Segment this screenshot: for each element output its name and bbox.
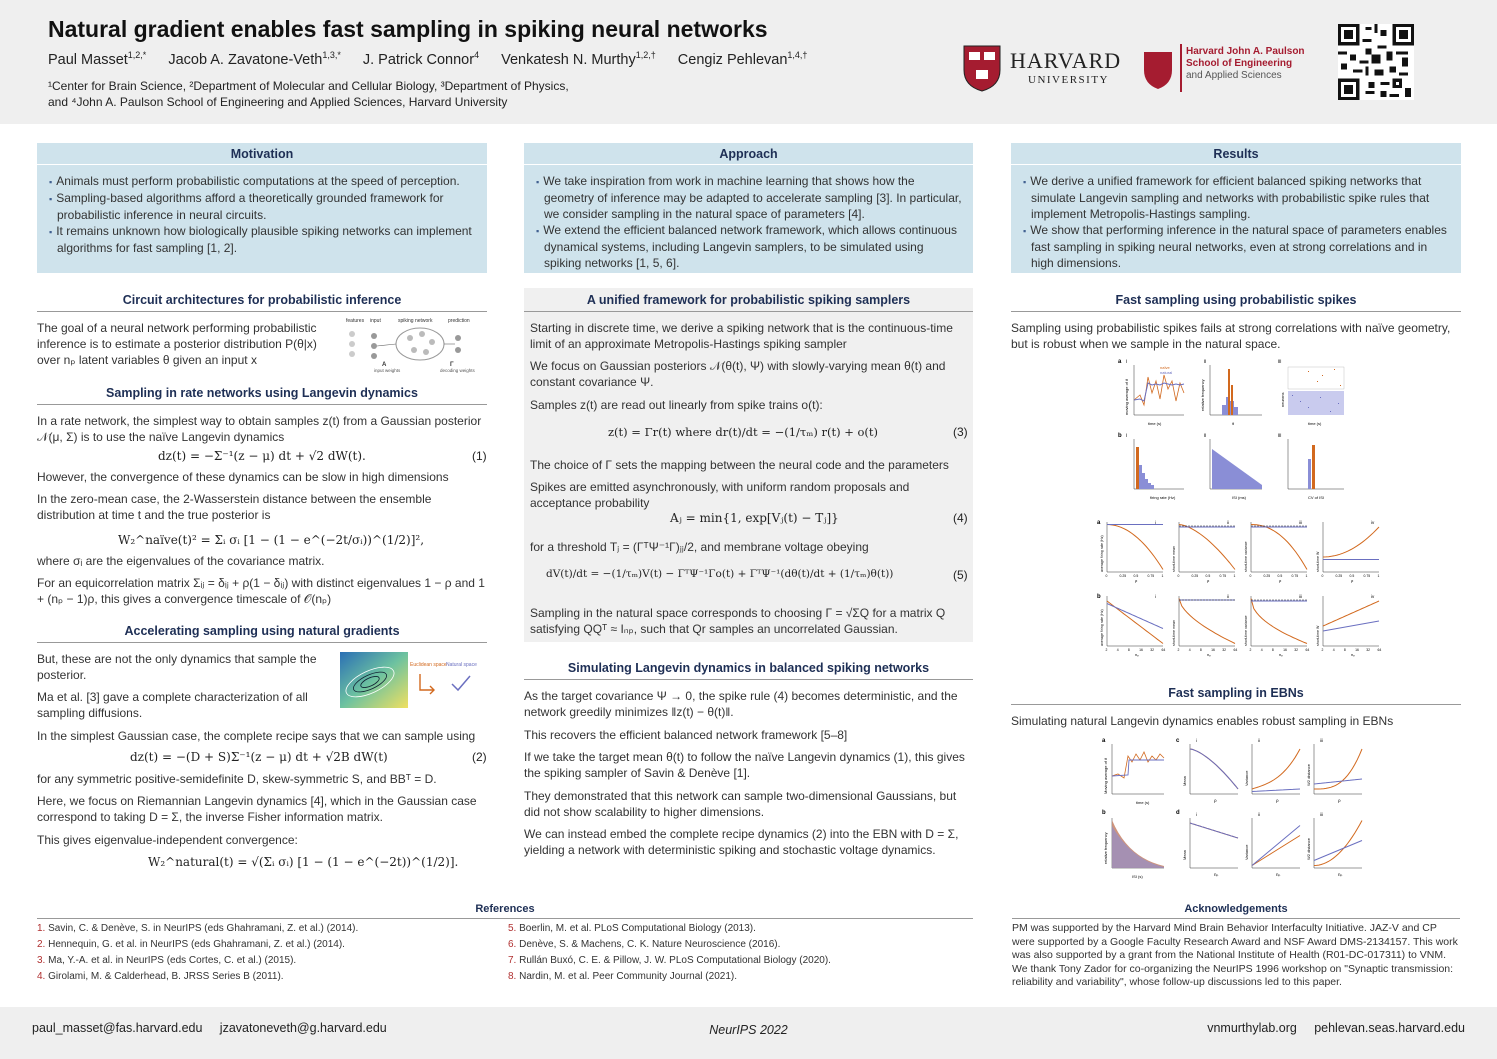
svg-text:input: input xyxy=(370,318,381,324)
harvard-subtitle: UNIVERSITY xyxy=(1028,74,1109,86)
svg-text:W2 distance: W2 distance xyxy=(1306,763,1311,786)
equation-number: (2) xyxy=(472,750,487,764)
svg-text:2: 2 xyxy=(1249,648,1252,652)
svg-text:iii: iii xyxy=(1278,433,1282,439)
equation-w-naive: W₂^naïve(t)² = Σᵢ σᵢ [1 − (1 − e^(−2t/σᵢ))^(1/2)]², xyxy=(118,533,425,547)
svg-text:prediction: prediction xyxy=(448,318,470,324)
list-item: ▪ Sampling-based algorithms afford a theoretically grounded framework for probabilistic inference in neural circuits. xyxy=(47,190,477,223)
rate-section-title: Sampling in rate networks using Langevin dynamics xyxy=(37,386,487,405)
motivation-list xyxy=(37,165,487,256)
author: Cengiz Pehlevan$^{1,4,\dagger}$ xyxy=(677,50,808,68)
svg-text:neurons: neurons xyxy=(1280,392,1285,407)
svg-text:iii: iii xyxy=(1320,812,1323,817)
svg-text:a: a xyxy=(1097,520,1101,526)
svg-text:Moving average of θ: Moving average of θ xyxy=(1103,757,1108,794)
svg-text:0.75: 0.75 xyxy=(1147,574,1155,578)
list-item: ▪ We extend the efficient balanced network framework, which allows continuous dynamical systems, including Langevin samplers, to be simulated using spiking networks [1, 5, 6]. xyxy=(534,222,963,271)
fast-section-title: Fast sampling using probabilistic spikes xyxy=(1011,293,1461,312)
harvard-shield-icon xyxy=(962,44,1002,92)
equation-1: dz(t) = −Σ⁻¹(z − μ) dt + √2 dW(t). xyxy=(158,449,366,463)
svg-text:0.5: 0.5 xyxy=(1349,574,1355,578)
svg-text:relative frequency: relative frequency xyxy=(1103,832,1108,864)
svg-text:64: 64 xyxy=(1305,648,1310,652)
reference-item[interactable]: 6. Denève, S. & Machens, C. K. Nature Neuroscience (2016). xyxy=(508,939,781,950)
panel-b-ii xyxy=(1210,439,1262,500)
svg-text:0.75: 0.75 xyxy=(1219,574,1227,578)
svg-text:ii: ii xyxy=(1227,520,1229,525)
svg-text:b: b xyxy=(1118,433,1122,439)
affiliation-line: ¹Center for Brain Science, ²Department of Molecular and Cellular Biology, ³Department of Physics, xyxy=(48,79,569,93)
svg-text:i: i xyxy=(1126,433,1128,439)
svg-text:A: A xyxy=(382,362,387,368)
svg-text:16: 16 xyxy=(1283,648,1287,652)
svg-text:short-time W: short-time W xyxy=(1316,551,1320,572)
references-list-right xyxy=(508,921,968,985)
rate-paragraph: where σᵢ are the eigenvalues of the covariance matrix. xyxy=(37,554,325,568)
accel-paragraph: In the simplest Gaussian case, the complete recipe says that we can sample using xyxy=(37,729,476,743)
author: Venkatesh N. Murthy$^{1,2,\dagger}$ xyxy=(501,50,656,68)
ebn-section-title: Fast sampling in EBNs xyxy=(1011,686,1461,705)
harvard-wordmark: HARVARD xyxy=(1010,48,1122,73)
results-title: Results xyxy=(1011,143,1461,165)
svg-text:i: i xyxy=(1155,520,1156,525)
ebn-panel-b xyxy=(1103,818,1164,879)
svg-text:nₚ: nₚ xyxy=(1214,872,1219,877)
references-title: References xyxy=(37,903,973,919)
svg-text:0: 0 xyxy=(1105,574,1108,578)
panel-a-ii xyxy=(1200,365,1262,426)
svg-text:16: 16 xyxy=(1139,648,1143,652)
harvard-logo xyxy=(962,44,1132,92)
affiliations xyxy=(48,78,688,110)
svg-text:ρ: ρ xyxy=(1207,578,1210,583)
svg-text:ρ: ρ xyxy=(1338,798,1341,803)
svg-text:short-time mean: short-time mean xyxy=(1172,546,1176,572)
svg-text:ii: ii xyxy=(1258,738,1260,743)
ebn-sweep-panel xyxy=(1182,812,1238,877)
unified-paragraph: Starting in discrete time, we derive a spiking network that is the continuous-time limit of an approximate Metropolis-Hastings spiking sampler xyxy=(530,321,953,351)
motivation-title: Motivation xyxy=(37,143,487,165)
svg-text:0: 0 xyxy=(1249,574,1252,578)
svg-text:0.25: 0.25 xyxy=(1263,574,1271,578)
svg-text:short-time variance: short-time variance xyxy=(1244,615,1248,646)
svg-text:1: 1 xyxy=(1233,574,1236,578)
sim-paragraph: We can instead embed the complete recipe dynamics (2) into the EBN with D = Σ, yielding a network with deterministic spiking and stochastic voltage dynamics. xyxy=(524,827,959,857)
lab-websites[interactable]: vnmurthylab.org pehlevan.seas.harvard.edu xyxy=(1207,1021,1465,1035)
figure-correlation-dimension xyxy=(1095,518,1387,668)
svg-text:b: b xyxy=(1097,594,1101,600)
reference-item[interactable]: 7. Rullán Buxó, C. E. & Pillow, J. W. PLoS Computational Biology (2020). xyxy=(508,955,831,966)
svg-text:0.75: 0.75 xyxy=(1291,574,1299,578)
svg-text:nₚ: nₚ xyxy=(1207,652,1211,657)
svg-text:input weights: input weights xyxy=(374,368,401,373)
svg-text:64: 64 xyxy=(1233,648,1238,652)
svg-text:iv: iv xyxy=(1371,594,1375,599)
svg-text:c: c xyxy=(1176,738,1180,744)
poster-title: Natural gradient enables fast sampling in spiking neural networks xyxy=(48,16,768,42)
svg-text:ρ: ρ xyxy=(1351,578,1354,583)
unified-paragraph: for a threshold Tⱼ = (ΓᵀΨ⁻¹Γ)ⱼⱼ/2, and membrane voltage obeying xyxy=(530,540,869,554)
svg-text:firing rate (Hz): firing rate (Hz) xyxy=(1150,495,1176,500)
reference-item[interactable]: 4. Girolami, M. & Calderhead, B. JRSS Series B (2011). xyxy=(37,971,284,982)
reference-item[interactable]: 8. Nardin, M. et al. Peer Community Journal (2021). xyxy=(508,971,737,982)
accel-paragraph: This gives eigenvalue-independent convergence: xyxy=(37,833,298,847)
seas-text: Harvard John A. Paulson School of Engineering and Applied Sciences xyxy=(1186,46,1305,81)
svg-text:θ: θ xyxy=(1232,421,1235,426)
accel-section-title: Accelerating sampling using natural gradients xyxy=(37,624,487,643)
svg-text:0: 0 xyxy=(1177,574,1180,578)
ebn-sweep-panel xyxy=(1244,738,1300,803)
list-item: ▪ It remains unknown how biologically plausible spiking networks can implement algorithms for fast sampling [1, 2]. xyxy=(47,223,477,256)
panel-b-iii xyxy=(1288,439,1344,500)
check-icon xyxy=(452,676,470,690)
svg-text:8: 8 xyxy=(1343,648,1346,652)
svg-text:average firing rate (Hz): average firing rate (Hz) xyxy=(1100,609,1104,646)
svg-text:1: 1 xyxy=(1161,574,1164,578)
svg-text:nₚ: nₚ xyxy=(1135,652,1139,657)
acknowledgements-title: Acknowledgements xyxy=(1012,903,1460,919)
accel-paragraph: for any symmetric positive-semidefinite D, skew-symmetric S, and BBᵀ = D. xyxy=(37,772,437,786)
author: Paul Masset$^{1,2,*}$ xyxy=(48,50,147,68)
sweep-panel xyxy=(1172,594,1237,657)
svg-text:ρ: ρ xyxy=(1135,578,1138,583)
svg-text:ii: ii xyxy=(1204,359,1207,365)
svg-text:4: 4 xyxy=(1332,648,1335,652)
figure-probabilistic-spikes xyxy=(1112,355,1362,505)
svg-text:ii: ii xyxy=(1258,812,1260,817)
results-box xyxy=(1011,143,1461,273)
svg-text:nₚ: nₚ xyxy=(1279,652,1283,657)
svg-text:2: 2 xyxy=(1321,648,1324,652)
svg-text:16: 16 xyxy=(1211,648,1215,652)
svg-text:time (s): time (s) xyxy=(1148,421,1162,426)
svg-text:iii: iii xyxy=(1320,738,1323,743)
ebn-sweep-panel xyxy=(1306,738,1362,803)
svg-text:natural: natural xyxy=(1160,370,1173,375)
svg-text:iii: iii xyxy=(1278,359,1282,365)
equation-3: z(t) = Γr(t) where dr(t)/dt = −(1/τₘ) r(t) + o(t) xyxy=(608,425,879,439)
svg-text:ρ: ρ xyxy=(1214,798,1217,803)
ebn-sweep-panel xyxy=(1182,738,1238,803)
equation-5: dV(t)/dt = −(1/τₘ)V(t) − ΓᵀΨ⁻¹Γo(t) + ΓᵀΨ⁻¹(dθ(t)/dt + (1/τₘ)θ(t)) xyxy=(546,568,894,580)
svg-text:16: 16 xyxy=(1355,648,1359,652)
svg-text:ISI (ms): ISI (ms) xyxy=(1232,495,1246,500)
svg-text:i: i xyxy=(1155,594,1156,599)
reference-item[interactable]: 3. Ma, Y.-A. et al. in NeurIPS (eds Cortes, C. et al.) (2015). xyxy=(37,955,297,966)
ebn-sweep-panel xyxy=(1244,812,1300,877)
sim-paragraph: This recovers the efficient balanced network framework [5–8] xyxy=(524,728,848,742)
svg-text:Variance: Variance xyxy=(1244,844,1249,860)
circuit-section-title: Circuit architectures for probabilistic inference xyxy=(37,293,487,312)
svg-text:32: 32 xyxy=(1294,648,1299,652)
circuit-diagram xyxy=(340,314,490,374)
svg-text:32: 32 xyxy=(1150,648,1155,652)
svg-text:Γ: Γ xyxy=(450,362,454,368)
references-list-left xyxy=(37,921,477,985)
list-item: ▪ We derive a unified framework for efficient balanced spiking networks that simulate Langevin sampling and networks with probabilistic spike rules that implement Metropolis-Hastings sampling. xyxy=(1021,173,1451,222)
poster-header xyxy=(0,0,1497,124)
svg-text:Mean: Mean xyxy=(1182,775,1187,786)
ebn-sweep-panel xyxy=(1306,812,1362,877)
equation-4: Aⱼ = min{1, exp[Vⱼ(t) − Tⱼ]} xyxy=(670,511,839,525)
svg-text:features: features xyxy=(346,318,365,324)
reference-item[interactable]: 5. Boerlin, M. et al. PLoS Computational Biology (2013). xyxy=(508,923,756,934)
svg-text:iii: iii xyxy=(1299,520,1302,525)
sweep-panel xyxy=(1244,594,1309,657)
accel-paragraph: But, these are not the only dynamics that sample the posterior. xyxy=(37,652,317,682)
svg-text:time (s): time (s) xyxy=(1136,800,1150,805)
svg-text:0.25: 0.25 xyxy=(1335,574,1343,578)
svg-text:0.5: 0.5 xyxy=(1205,574,1211,578)
svg-text:CV of ISI: CV of ISI xyxy=(1308,495,1325,500)
equation-number: (3) xyxy=(953,425,968,439)
svg-text:ii: ii xyxy=(1204,433,1207,439)
natural-gradient-diagram xyxy=(334,648,486,718)
svg-text:0.5: 0.5 xyxy=(1133,574,1139,578)
sweep-panel xyxy=(1316,594,1381,657)
venue-label: NeurIPS 2022 xyxy=(709,1023,788,1037)
svg-text:nₚ: nₚ xyxy=(1351,652,1355,657)
equation-2: dz(t) = −(D + S)Σ⁻¹(z − μ) dt + √2B dW(t) xyxy=(130,750,388,764)
svg-text:64: 64 xyxy=(1161,648,1166,652)
svg-text:a: a xyxy=(1102,738,1106,744)
svg-text:iv: iv xyxy=(1371,520,1375,525)
svg-text:i: i xyxy=(1126,359,1128,365)
svg-text:32: 32 xyxy=(1366,648,1371,652)
svg-text:64: 64 xyxy=(1377,648,1382,652)
unified-paragraph: Spikes are emitted asynchronously, with uniform random proposals and acceptance probability xyxy=(530,480,910,510)
equation-number: (1) xyxy=(472,449,487,463)
panel-a-iii xyxy=(1280,367,1344,426)
fast-paragraph: Sampling using probabilistic spikes fails at strong correlations with naïve geometry, but is robust when we sample in the natural space. xyxy=(1011,321,1451,351)
svg-text:relative frequency: relative frequency xyxy=(1200,379,1205,411)
svg-text:a: a xyxy=(1118,359,1122,365)
author: J. Patrick Connor$^4$ xyxy=(362,50,480,68)
svg-text:Natural space: Natural space xyxy=(446,662,477,668)
list-item: ▪ We show that performing inference in the natural space of parameters enables fast sampling in spiking neural networks, even at strong correlations and in high dimensions. xyxy=(1021,222,1451,271)
list-item: ▪ Animals must perform probabilistic computations at the speed of perception. xyxy=(47,173,477,190)
svg-text:W2 distance: W2 distance xyxy=(1306,837,1311,860)
sim-paragraph: As the target covariance Ψ → 0, the spike rule (4) becomes deterministic, and the network greedily minimizes ‖z(t) − θ(t)‖. xyxy=(524,689,958,719)
svg-text:8: 8 xyxy=(1271,648,1274,652)
ebn-paragraph: Simulating natural Langevin dynamics enables robust sampling in EBNs xyxy=(1011,714,1394,728)
svg-text:0.5: 0.5 xyxy=(1277,574,1283,578)
svg-text:1: 1 xyxy=(1305,574,1308,578)
approach-list xyxy=(524,165,973,271)
svg-text:0.25: 0.25 xyxy=(1191,574,1199,578)
svg-text:ISI (s): ISI (s) xyxy=(1132,874,1143,879)
svg-text:moving average of θ: moving average of θ xyxy=(1124,378,1129,415)
svg-text:nₚ: nₚ xyxy=(1338,872,1343,877)
ebn-panel-a xyxy=(1103,744,1164,805)
svg-text:1: 1 xyxy=(1377,574,1380,578)
sweep-panel xyxy=(1100,594,1165,657)
approach-title: Approach xyxy=(524,143,973,165)
author-list xyxy=(48,50,825,68)
svg-text:ii: ii xyxy=(1227,594,1229,599)
equation-number: (4) xyxy=(953,511,968,525)
unified-paragraph: The choice of Γ sets the mapping between the neural code and the parameters xyxy=(530,458,949,472)
svg-text:iii: iii xyxy=(1299,594,1302,599)
svg-text:4: 4 xyxy=(1188,648,1191,652)
svg-text:naïve: naïve xyxy=(1160,365,1170,370)
svg-text:4: 4 xyxy=(1260,648,1263,652)
sweep-panel xyxy=(1244,520,1308,583)
list-item: ▪ We take inspiration from work in machine learning that shows how the geometry of inference may be adapted to accelerate sampling [3]. In particular, we consider sampling in the natural space of parameters [4]. xyxy=(534,173,963,222)
svg-text:nₚ: nₚ xyxy=(1276,872,1281,877)
svg-text:32: 32 xyxy=(1222,648,1227,652)
unified-paragraph: Sampling in the natural space corresponds to choosing Γ = √ΣQ for a matrix Q satisfying QQᵀ ≈ Iₙₚ, such that Qr samples an uncorrelated Gaussian. xyxy=(530,606,946,636)
svg-text:Mean: Mean xyxy=(1182,849,1187,860)
unified-section-title: A unified framework for probabilistic spiking samplers xyxy=(524,293,973,312)
svg-text:i: i xyxy=(1196,738,1197,743)
unified-paragraph: We focus on Gaussian posteriors 𝒩(θ(t), Ψ) with slowly-varying mean θ(t) and constant covariance Ψ. xyxy=(530,359,946,389)
affiliation-line: and ⁴John A. Paulson School of Engineering and Applied Sciences, Harvard University xyxy=(48,95,508,109)
motivation-box xyxy=(37,143,487,273)
seas-logo xyxy=(1142,44,1305,92)
svg-text:2: 2 xyxy=(1105,648,1108,652)
panel-a-i xyxy=(1124,365,1184,426)
author: Jacob A. Zavatone-Veth$^{1,3,*}$ xyxy=(168,50,341,68)
svg-text:ρ: ρ xyxy=(1276,798,1279,803)
panel-b-i xyxy=(1134,439,1184,500)
svg-text:0.75: 0.75 xyxy=(1363,574,1371,578)
svg-text:short-time variance: short-time variance xyxy=(1244,541,1248,572)
svg-text:b: b xyxy=(1102,810,1106,816)
svg-text:spiking network: spiking network xyxy=(398,318,433,324)
sweep-panel xyxy=(1172,520,1236,583)
circuit-text: The goal of a neural network performing probabilistic inference is to estimate a posterior distribution P(θ|x) over nₚ latent variables θ given an input x xyxy=(37,321,317,367)
unified-paragraph: Samples z(t) are read out linearly from spike trains o(t): xyxy=(530,398,823,412)
svg-text:decoding weights: decoding weights xyxy=(440,368,475,373)
rate-paragraph: For an equicorrelation matrix Σᵢⱼ = δᵢⱼ + ρ(1 − δᵢⱼ) with distinct eigenvalues 1 − ρ and 1 + (nₚ − 1)ρ, this gives a convergence timescale of 𝒪(nₚ) xyxy=(37,576,485,606)
rate-paragraph: However, the convergence of these dynamics can be slow in high dimensions xyxy=(37,470,449,484)
accel-paragraph: Ma et al. [3] gave a complete characterization of all sampling diffusions. xyxy=(37,690,308,720)
equation-number: (5) xyxy=(953,568,968,582)
svg-text:0.25: 0.25 xyxy=(1119,574,1127,578)
svg-text:8: 8 xyxy=(1127,648,1130,652)
reference-item[interactable]: 1. Savin, C. & Denève, S. in NeurIPS (eds Ghahramani, Z. et al.) (2014). xyxy=(37,923,359,934)
svg-text:d: d xyxy=(1176,810,1180,816)
equation-w-natural: W₂^natural(t) = √(Σᵢ σᵢ) [1 − (1 − e^(−2t))^(1/2)]. xyxy=(148,855,459,869)
reference-item[interactable]: 2. Hennequin, G. et al. in NeurIPS (eds Ghahramani, Z. et al.) (2014). xyxy=(37,939,345,950)
rate-paragraph: In the zero-mean case, the 2-Wasserstein distance between the ensemble distribution at time t and the true posterior is xyxy=(37,492,432,522)
seas-shield-icon xyxy=(1142,50,1174,90)
contact-emails[interactable]: paul_masset@fas.harvard.edu jzavatoneveth@g.harvard.edu xyxy=(32,1021,387,1035)
rate-paragraph: In a rate network, the simplest way to obtain samples z(t) from a Gaussian posterior 𝒩(μ, Σ) is to use the naïve Langevin dynamics xyxy=(37,414,482,444)
svg-text:Euclidean space: Euclidean space xyxy=(410,662,447,668)
results-list xyxy=(1011,165,1461,271)
accel-paragraph: Here, we focus on Riemannian Langevin dynamics [4], which in the Gaussian case correspond to taking D = Σ, the inverse Fisher information matrix. xyxy=(37,794,477,824)
svg-text:2: 2 xyxy=(1177,648,1180,652)
svg-text:short-time W: short-time W xyxy=(1316,625,1320,646)
acknowledgements-text: PM was supported by the Harvard Mind Brain Behavior Interfaculty Initiative. JAZ-V and CP were supported by a Google Faculty Research Award and NSF Award DMS-2134157. This work was also supported by a grant from the National Institute of Health (R01-DC-017311) to VNM. We thank Tony Zador for co-organizing the NeurIPS 1996 workshop on "Synaptic transmission: reliability and variability", whose follow-up discussions led to this paper. xyxy=(1012,922,1458,988)
sweep-panel xyxy=(1100,520,1164,583)
figure-ebn xyxy=(1098,734,1374,880)
svg-text:i: i xyxy=(1196,812,1197,817)
svg-text:Variance: Variance xyxy=(1244,770,1249,786)
svg-text:ρ: ρ xyxy=(1279,578,1282,583)
approach-box xyxy=(524,143,973,273)
sim-paragraph: If we take the target mean θ(t) to follow the naïve Langevin dynamics (1), this gives the spiking sampler of Savin & Denève [1]. xyxy=(524,750,965,780)
svg-text:4: 4 xyxy=(1116,648,1119,652)
svg-text:short-time mean: short-time mean xyxy=(1172,620,1176,646)
sim-paragraph: They demonstrated that this network can sample two-dimensional Gaussians, but did not show scalability to higher dimensions. xyxy=(524,789,957,819)
sim-section-title: Simulating Langevin dynamics in balanced spiking networks xyxy=(524,661,973,680)
svg-text:0: 0 xyxy=(1321,574,1324,578)
sweep-panel xyxy=(1316,520,1380,583)
svg-text:8: 8 xyxy=(1199,648,1202,652)
svg-text:average firing rate (Hz): average firing rate (Hz) xyxy=(1100,535,1104,572)
qr-code-icon[interactable] xyxy=(1338,24,1414,100)
poster-footer xyxy=(0,1007,1497,1059)
svg-text:time (s): time (s) xyxy=(1308,421,1322,426)
